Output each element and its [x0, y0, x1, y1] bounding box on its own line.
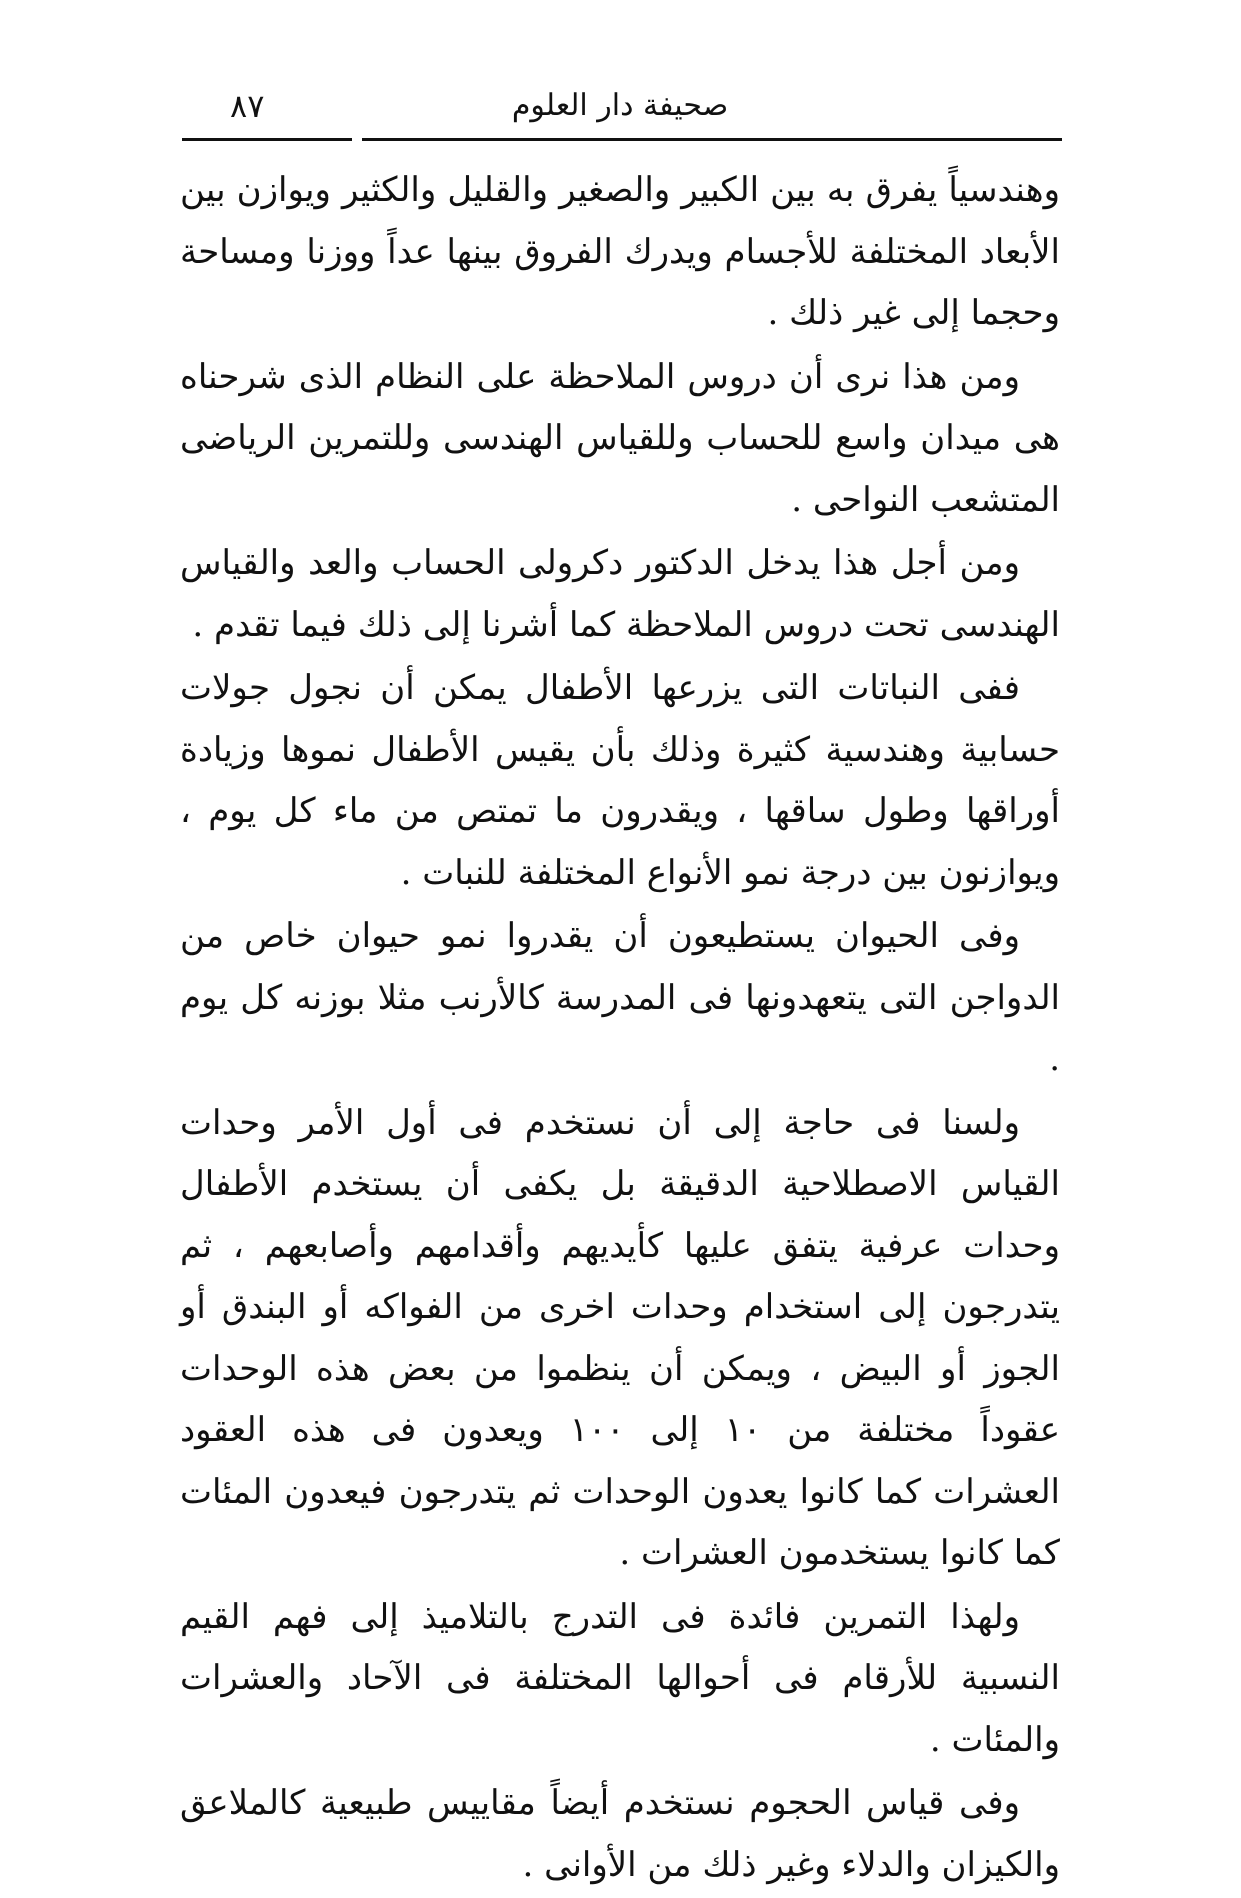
header-rule-long	[362, 138, 1062, 141]
body-text	[180, 160, 1060, 1898]
paragraph: ومن أجل هذا يدخل الدكتور دكرولى الحساب والعد والقياس الهندسى تحت دروس الملاحظة كما أشرنا إلى ذلك فيما تقدم .	[180, 543, 1060, 645]
page-number: ٨٧	[230, 87, 265, 125]
paragraph: ففى النباتات التى يزرعها الأطفال يمكن أن نجول جولات حسابية وهندسية كثيرة وذلك بأن يقيس الأطفال نموها وزيادة أوراقها وطول ساقها ، ويقدرون ما تمتص من ماء كل يوم ، ويوازنون بين درجة نمو الأنواع المختلفة للنبات .	[180, 668, 1060, 893]
paragraph: وفى قياس الحجوم نستخدم أيضاً مقاييس طبيعية كالملاعق والكيزان والدلاء وغير ذلك من الأوانى .	[180, 1783, 1060, 1885]
paragraph: ولهذا التمرين فائدة فى التدرج بالتلاميذ إلى فهم القيم النسبية للأرقام فى أحوالها المختلفة فى الآحاد والعشرات والمئات .	[180, 1596, 1060, 1760]
paragraph: وفى الحيوان يستطيعون أن يقدروا نمو حيوان خاص من الدواجن التى يتعهدونها فى المدرسة كالأرنب مثلا بوزنه كل يوم .	[180, 916, 1060, 1079]
running-title: صحيفة دار العلوم	[511, 88, 729, 123]
header-rule-short	[182, 138, 352, 141]
paragraph: وهندسياً يفرق به بين الكبير والصغير والقليل والكثير ويوازن بين الأبعاد المختلفة للأجسام ويدرك الفروق بينها عداً ووزنا ومساحة وحجما إلى غير ذلك .	[180, 170, 1060, 333]
paragraph: ومن هذا نرى أن دروس الملاحظة على النظام الذى شرحناه هى ميدان واسع للحساب وللقياس الهندسى وللتمرين الرياضى المتشعب النواحى .	[180, 356, 1060, 520]
page-header	[180, 86, 1060, 136]
paragraph: ولسنا فى حاجة إلى أن نستخدم فى أول الأمر وحدات القياس الاصطلاحية الدقيقة بل يكفى أن يستخدم الأطفال وحدات عرفية يتفق عليها كأيديهم وأقدامهم وأصابعهم ، ثم يتدرجون إلى استخدام وحدات اخرى من الفواكه أو البندق أو الجوز أو البيض ، ويمكن أن ينظموا من بعض هذه الوحدات عقوداً مختلفة من ١٠ إلى ١٠٠ ويعدون فى هذه العقود العشرات كما كانوا يعدون الوحدات ثم يتدرجون فيعدون المئات كما كانوا يستخدمون العشرات .	[180, 1102, 1061, 1573]
